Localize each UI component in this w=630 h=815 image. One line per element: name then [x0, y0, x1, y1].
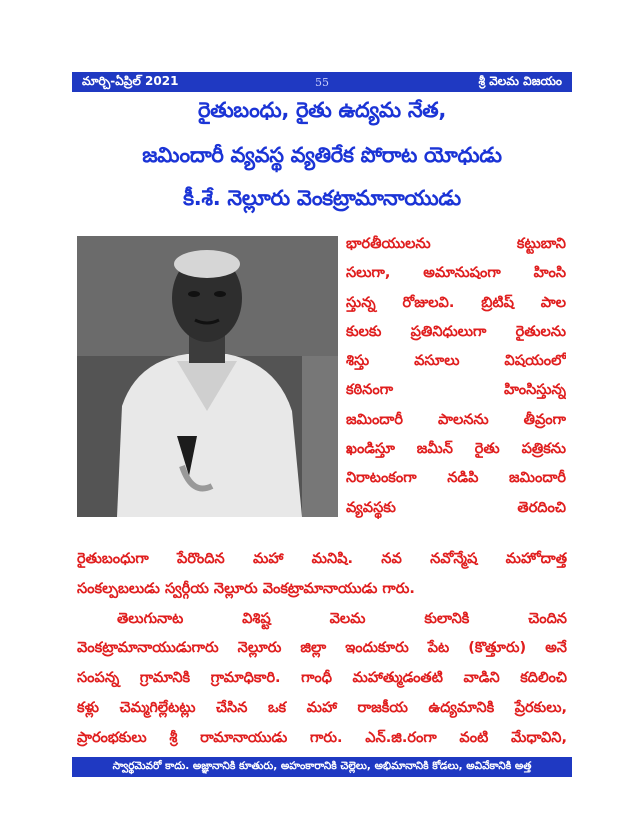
article-title-line-2: జమిందారీ వ్యవస్థ వ్యతిరేక పోరాట యోధుడు: [142, 143, 502, 167]
body-line: రైతుబంధుగా పేరొందిన మహా మనిషి. నవ నవోన్మేష మహోదాత్త: [77, 551, 567, 567]
body-line: తెలుగునాట విశిష్ట వెలమ కులానికి చెందిన: [117, 610, 567, 627]
body-paragraph: [77, 545, 567, 754]
intro-paragraph: [346, 230, 566, 523]
portrait-image: [77, 236, 338, 517]
magazine-name: శ్రీ వెలమ విజయం: [478, 73, 562, 88]
body-line: సంపన్న గ్రామానికి గ్రామాధికారి. గాంధీ మహాత్ముడంతటి వాడిని కదిలించి: [77, 670, 567, 687]
intro-line: సలుగా, అమానుషంగా హింసి: [346, 265, 566, 282]
intro-line: నిరాటంకంగా నడిపి జమిందారీ: [346, 470, 566, 487]
page-number: 55: [315, 75, 329, 89]
body-line: కళ్లు చెమ్మగిల్లేటట్లు చేసిన ఒక మహా రాజకీయ ఉద్యమానికి ప్రేరకులు,: [77, 699, 567, 716]
intro-line: కఠినంగా హింసిస్తున్న: [346, 382, 566, 399]
portrait-photo: [77, 236, 338, 517]
intro-line: భారతీయులను కట్టుబాని: [346, 236, 566, 252]
page-header-bar: [72, 72, 572, 92]
intro-line: స్తున్న రోజులవి. బ్రిటిష్ పాల: [346, 294, 566, 311]
intro-line: కులకు ప్రతినిధులుగా రైతులను: [346, 323, 566, 340]
issue-date: మార్చి-ఏప్రిల్ 2021: [82, 73, 179, 88]
body-line: వెంకట్రామానాయుడుగారు నెల్లూరు జిల్లా ఇందుకూరు పేట (కొత్తూరు) అనే: [77, 640, 567, 657]
body-line: ప్రారంభకులు శ్రీ రామానాయుడు గారు. ఎన్.జి.రంగా వంటి మేధావిని,: [77, 729, 567, 746]
intro-line: వ్యవస్థకు తెరదించి: [346, 499, 566, 516]
footer-quote: స్వార్థమెవరో కాదు. అజ్ఞానానికి కూతురు, అహంకారానికి చెల్లెలు, అభిమానానికి కోడలు, అవివేకానికి అత్త: [112, 759, 532, 772]
intro-line: ఖండిస్తూ జమీన్ రైతు పత్రికను: [346, 441, 566, 458]
intro-line: శిస్తు వసూలు విషయంలో: [346, 353, 566, 370]
article-title-line-3: కీ.శే. నెల్లూరు వెంకట్రామానాయుడు: [183, 186, 461, 210]
page-footer-bar: [72, 757, 572, 777]
intro-line: జమిందారీ పాలనను తీవ్రంగా: [346, 411, 566, 428]
body-line: సంకల్పబలుడు స్వర్గీయ నెల్లూరు వెంకట్రామానాయుడు గారు.: [77, 580, 415, 597]
article-title-line-1: రైతుబంధు, రైతు ఉద్యమ నేత,: [197, 98, 447, 122]
